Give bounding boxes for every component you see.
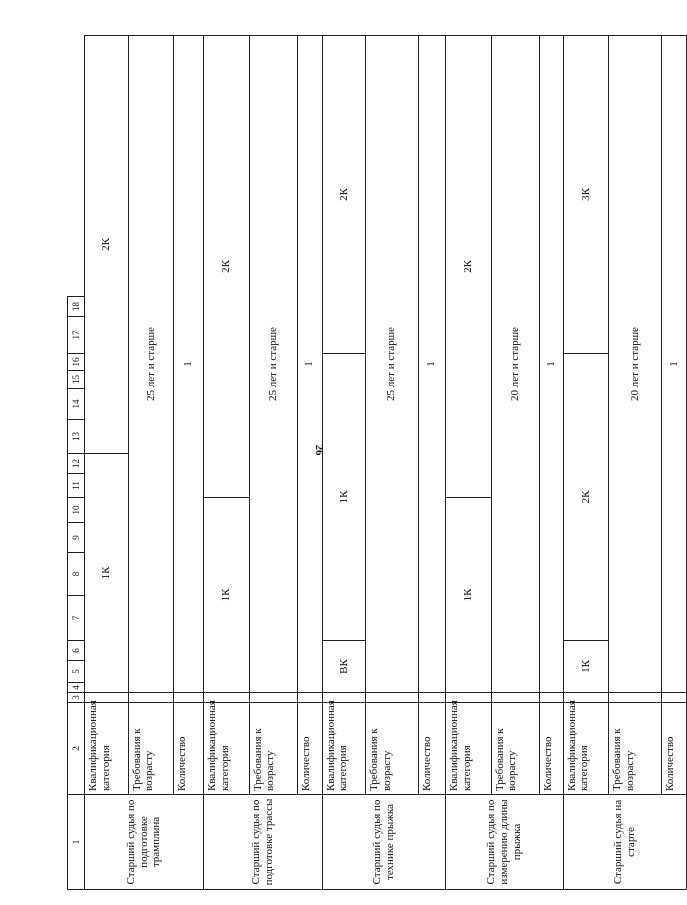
quantity-label: Количество (418, 703, 445, 795)
header-cell: 11 (68, 474, 85, 498)
header-cell: 18 (68, 297, 85, 317)
qualification-label: Квалификационная категория (85, 703, 128, 795)
header-cell: 13 (68, 420, 85, 454)
age-label: Требования к возрасту (491, 703, 539, 795)
role-cell: Старший судья на старте (563, 795, 686, 890)
header-row (68, 36, 85, 890)
category-cell: 2К (445, 36, 491, 498)
category-cell: 2К (563, 354, 609, 641)
category-cell: 1К (563, 641, 609, 693)
category-cell: ВК (322, 641, 365, 693)
age-label: Требования к возрасту (609, 703, 662, 795)
qualification-label: Квалификационная категория (322, 703, 365, 795)
age-label: Требования к возрасту (128, 703, 174, 795)
header-cell: 15 (68, 371, 85, 389)
quantity-cell: 1 (418, 36, 445, 693)
age-cell: 20 лет и старше (609, 36, 662, 693)
empty-cell (661, 693, 686, 703)
role-cell: Старший судья по измерению длины прыжка (445, 795, 563, 890)
category-cell: 2К (203, 36, 249, 498)
header-cell: 4 (68, 683, 85, 693)
quantity-label: Количество (539, 703, 563, 795)
page-number: 26 (313, 444, 325, 456)
header-cell: 7 (68, 596, 85, 641)
header-cell: 16 (68, 354, 85, 371)
header-cell: 6 (68, 641, 85, 661)
role-cell: Старший судья по подготовке трамплина (85, 795, 204, 890)
qualification-label: Квалификационная категория (445, 703, 491, 795)
header-cell: 9 (68, 523, 85, 553)
empty-cell (418, 693, 445, 703)
age-cell: 25 лет и старше (128, 36, 174, 693)
quantity-label: Количество (661, 703, 686, 795)
quantity-cell: 1 (539, 36, 563, 693)
category-cell: 1К (322, 354, 365, 641)
quantity-cell: 1 (661, 36, 686, 693)
empty-cell (249, 693, 297, 703)
header-cell: 10 (68, 498, 85, 523)
empty-cell (539, 693, 563, 703)
judges-requirements-table (67, 35, 687, 890)
category-cell: 3К (563, 36, 609, 354)
age-label: Требования к возрасту (366, 703, 419, 795)
empty-cell (491, 693, 539, 703)
empty-cell (174, 693, 204, 703)
header-cell: 1 (68, 795, 85, 890)
header-cell: 8 (68, 553, 85, 596)
age-label: Требования к возрасту (249, 703, 297, 795)
role-cell: Старший судья по подготовке трассы (203, 795, 322, 890)
rotated-table-wrapper (67, 35, 687, 890)
category-cell: 1К (445, 498, 491, 693)
qualification-label: Квалификационная категория (203, 703, 249, 795)
quantity-label: Количество (174, 703, 204, 795)
role-cell: Старший судья по технике прыжка (322, 795, 445, 890)
age-cell: 25 лет и старше (366, 36, 419, 693)
empty-cell (297, 693, 322, 703)
quantity-label: Количество (297, 703, 322, 795)
age-cell: 25 лет и старше (249, 36, 297, 693)
category-cell: 2К (85, 36, 128, 454)
category-cell: 2К (322, 36, 365, 354)
category-cell: 1К (85, 454, 128, 693)
header-cell: 2 (68, 703, 85, 795)
empty-cell (128, 693, 174, 703)
header-cell: 12 (68, 454, 85, 474)
header-cell: 14 (68, 389, 85, 420)
empty-cell (366, 693, 419, 703)
header-cell: 5 (68, 661, 85, 683)
quantity-cell: 1 (297, 36, 322, 693)
age-cell: 20 лет и старше (491, 36, 539, 693)
header-cell: 17 (68, 317, 85, 354)
category-cell: 1К (203, 498, 249, 693)
qualification-label: Квалификационная категория (563, 703, 609, 795)
header-cell: 3 (68, 693, 85, 703)
empty-cell (609, 693, 662, 703)
quantity-cell: 1 (174, 36, 204, 693)
